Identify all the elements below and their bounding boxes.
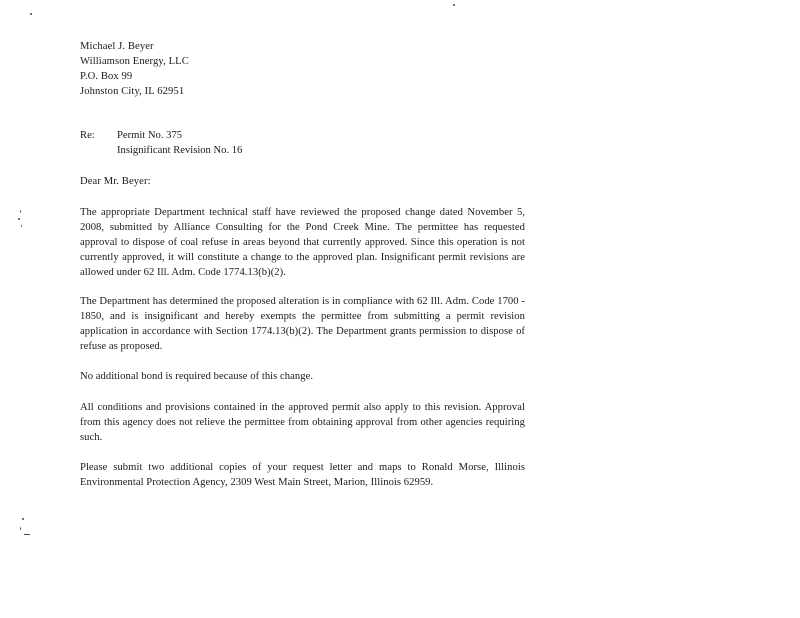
paragraph-determination: The Department has determined the proposed alteration is in compliance with 62 Ill. Adm. Code 1700 - 1850, and is insignificant and hereby exempts the permittee from submitting a permit revision application in accordance with Section 1774.13(b)(2). The Department grants permission to dispose of refuse as proposed.: [80, 296, 525, 352]
recipient-po-box: P.O. Box 99: [80, 71, 133, 82]
revision-number: Insignificant Revision No. 16: [117, 145, 243, 156]
recipient-city: Johnston City, IL 62951: [80, 86, 185, 97]
scan-speck: [21, 225, 22, 227]
scan-speck: [22, 518, 24, 520]
scan-speck: [453, 4, 455, 6]
paragraph-review: The appropriate Department technical staff have reviewed the proposed change dated November 5, 2008, submitted by Alliance Consulting for the Pond Creek Mine. The permittee has requested approval to dispose of coal refuse in areas beyond that currently approved. Since this operation is not currently approved, it will constitute a change to the approved plan. Insignificant permit revisions are allowed under 62 Ill. Adm. Code 1774.13(b)(2).: [80, 207, 525, 278]
permit-number: Permit No. 375: [117, 130, 183, 141]
paragraph-bond: No additional bond is required because of this change.: [80, 371, 314, 382]
salutation: Dear Mr. Beyer:: [80, 176, 151, 187]
scan-speck: [20, 210, 21, 213]
scan-speck: [30, 13, 32, 15]
recipient-company: Williamson Energy, LLC: [80, 56, 189, 67]
scan-speck: [18, 218, 20, 220]
recipient-name: Michael J. Beyer: [80, 41, 154, 52]
paragraph-submit-copies: Please submit two additional copies of your request letter and maps to Ronald Morse, Illinois Environmental Protection Agency, 2309 West Main Street, Marion, Illinois 62959.: [80, 462, 525, 488]
scan-speck: [20, 527, 21, 530]
reference-label: Re:: [80, 130, 95, 141]
scan-speck: [24, 534, 30, 535]
paragraph-conditions: All conditions and provisions contained in the approved permit also apply to this revision. Approval from this agency does not relieve the permittee from obtaining approval from other agencies requiring such.: [80, 402, 525, 443]
